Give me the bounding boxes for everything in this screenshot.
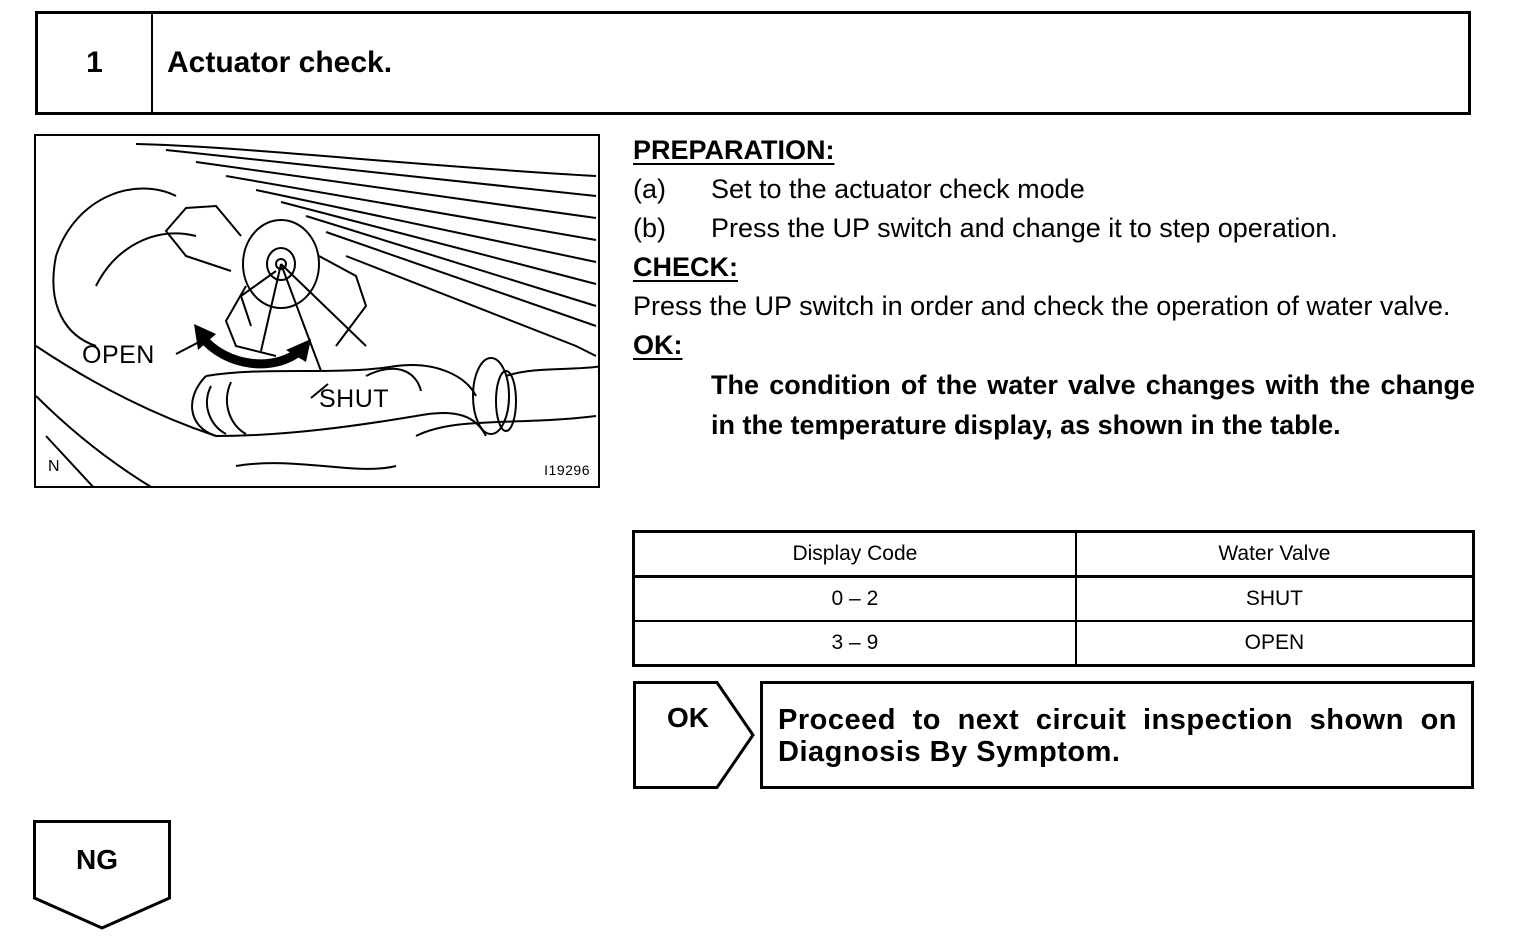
procedure-text xyxy=(633,131,1475,445)
table-header: Water Valve xyxy=(1076,532,1474,577)
table-cell: SHUT xyxy=(1076,577,1474,622)
open-label: OPEN xyxy=(82,341,155,369)
valve-drawing xyxy=(36,136,600,488)
shut-label: SHUT xyxy=(319,385,390,413)
step-title: Actuator check. xyxy=(167,46,393,79)
table-cell: 3 – 9 xyxy=(634,621,1076,666)
ok-criteria-text: The condition of the water valve changes with the change in the temperature display, as shown in the table. xyxy=(711,370,1475,440)
ok-heading: OK: xyxy=(633,330,683,360)
prep-item-text: Press the UP switch and change it to step operation. xyxy=(711,213,1338,243)
table-header: Display Code xyxy=(634,532,1076,577)
step-number: 1 xyxy=(38,14,153,112)
preparation-heading: PREPARATION: xyxy=(633,135,835,165)
ok-arrow-label: OK xyxy=(667,702,709,733)
prep-item-b xyxy=(633,209,1475,248)
check-text: Press the UP switch in order and check the operation of water valve. xyxy=(633,291,1451,321)
table-cell: OPEN xyxy=(1076,621,1474,666)
prep-item-letter: (a) xyxy=(633,174,666,204)
check-heading: CHECK: xyxy=(633,252,738,282)
table-row xyxy=(634,577,1474,622)
prep-item-a xyxy=(633,170,1475,209)
valve-table xyxy=(632,530,1475,667)
ok-arrow-shape xyxy=(633,681,755,789)
prep-item-text: Set to the actuator check mode xyxy=(711,174,1085,204)
table-header-row xyxy=(634,532,1474,577)
figure-code: I19296 xyxy=(544,462,590,478)
table-row xyxy=(634,621,1474,666)
table-cell: 0 – 2 xyxy=(634,577,1076,622)
actuator-illustration xyxy=(34,134,600,488)
ok-result-box: Proceed to next circuit inspection shown on Diagnosis By Symptom. xyxy=(760,681,1474,789)
prep-item-letter: (b) xyxy=(633,213,666,243)
ng-arrow-label: NG xyxy=(76,844,118,875)
north-marker: N xyxy=(48,458,61,475)
step-header xyxy=(35,11,1471,115)
